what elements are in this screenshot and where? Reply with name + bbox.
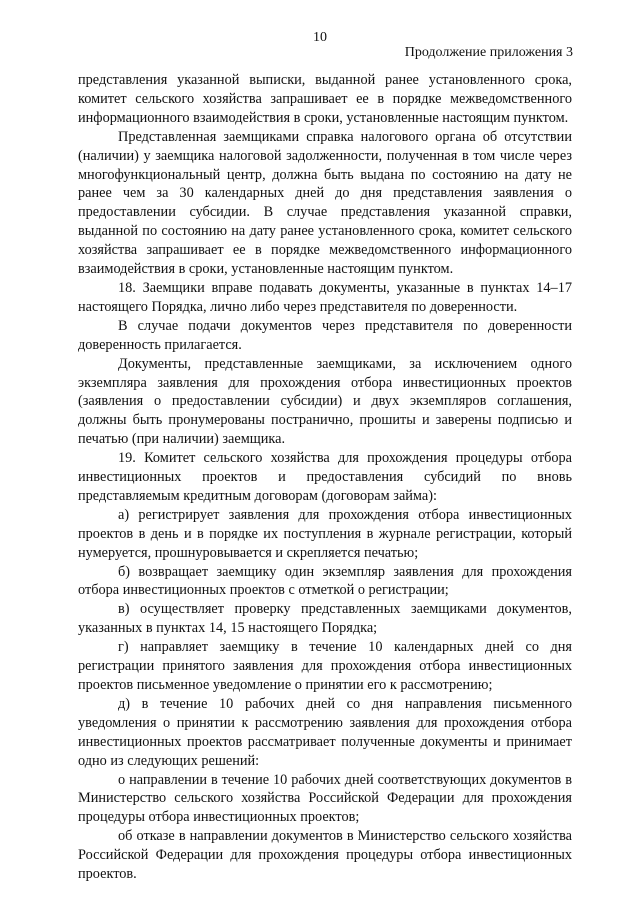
page-number: 10 [313,30,327,45]
subitem-d: д) в течение 10 рабочих дней со дня направления письменного уведомления о принятии к рассмотрению заявления для прохождения отбора инвестиционных проектов рассматривает полученные документы и принимает одно из следующих решений: [78,695,572,769]
decision-option-refuse: об отказе в направлении документов в Министерство сельского хозяйства Российской Федерации для прохождения процедуры отбора инвестиционных проектов. [78,828,572,883]
subitem-v: в) осуществляет проверку представленных заемщиками документов, указанных в пунктах 14, 15 настоящего Порядка; [78,601,572,637]
subitem-b: б) возвращает заемщику один экземпляр заявления для прохождения отбора инвестиционных проектов с отметкой о регистрации; [78,563,572,599]
paragraph-item-19: 19. Комитет сельского хозяйства для прохождения процедуры отбора инвестиционных проектов и предоставления субсидий по вновь представляемым кредитным договорам (договорам займа): [78,450,572,504]
subitem-a: а) регистрирует заявления для прохождения отбора инвестиционных проектов в день и в порядке их поступления в журнале регистрации, который нумеруется, прошнуровывается и скрепляется печатью; [78,506,572,561]
paragraph-item-18: 18. Заемщики вправе подавать документы, указанные в пунктах 14–17 настоящего Порядка, лично либо через представителя по доверенности. [78,279,572,315]
document-body [78,71,572,884]
paragraph-document-requirements: Документы, представленные заемщиками, за исключением одного экземпляра заявления для прохождения отбора инвестиционных проектов (заявления о предоставлении субсидии) и двух экземпляров соглашения, должны быть пронумерованы постранично, прошиты и заверены подписью и печатью (при наличии) заемщика. [78,355,572,448]
subitem-g: г) направляет заемщику в течение 10 календарных дней со дня регистрации принятого заявления для прохождения отбора инвестиционных проектов письменное уведомление о принятии его к рассмотрению; [78,639,572,693]
paragraph-power-of-attorney: В случае подачи документов через представителя по доверенности доверенность прилагается. [78,317,572,353]
decision-option-send: о направлении в течение 10 рабочих дней соответствующих документов в Министерство сельского хозяйства Российской Федерации для прохождения процедуры отбора инвестиционных проектов; [78,771,572,826]
paragraph-tax-certificate: Представленная заемщиками справка налогового органа об отсутствии (наличии) у заемщика налоговой задолженности, полученная в том числе через многофункциональный центр, должна быть выдана по состоянию на дату не ранее чем за 30 календарных дней до дня представления заявления о предоставлении субсидии. В случае представления указанной справки, выданной по состоянию на дату ранее установленного срока, комитет сельского хозяйства запрашивает ее в порядке межведомственного информационного взаимодействия в сроки, установленные настоящим пунктом. [78,128,572,278]
appendix-continuation-note: Продолжение приложения 3 [404,45,573,60]
paragraph-continuation: представления указанной выписки, выданной ранее установленного срока, комитет сельского хозяйства запрашивает ее в порядке межведомственного информационного взаимодействия в сроки, установленные настоящим пунктом. [78,72,572,126]
